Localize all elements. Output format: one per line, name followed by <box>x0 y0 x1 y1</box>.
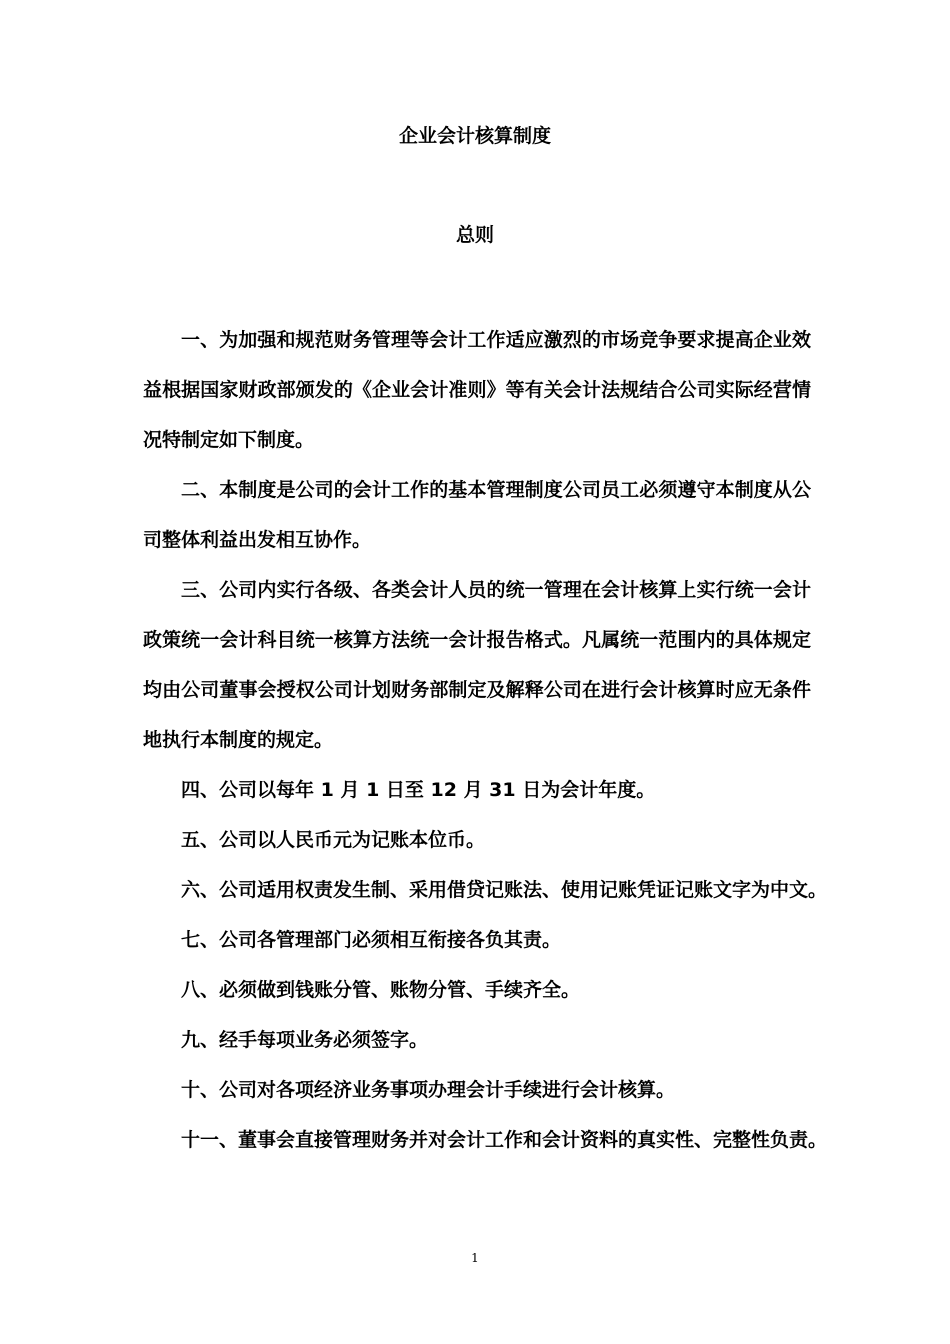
paragraph-11: 十一、董事会直接管理财务并对会计工作和会计资料的真实性、完整性负责。 <box>181 1129 828 1151</box>
paragraph-7: 七、公司各管理部门必须相互衔接各负其责。 <box>181 929 562 951</box>
paragraph-5: 五、公司以人民币元为记账本位币。 <box>181 829 486 851</box>
paragraph-9: 九、经手每项业务必须签字。 <box>181 1029 429 1051</box>
paragraph-8: 八、必须做到钱账分管、账物分管、手续齐全。 <box>181 979 581 1001</box>
paragraph-10: 十、公司对各项经济业务事项办理会计手续进行会计核算。 <box>181 1079 676 1101</box>
paragraph-1: 一、为加强和规范财务管理等会计工作适应激烈的市场竞争要求提高企业效益根据国家财政部颁发的《企业会计准则》等有关会计法规结合公司实际经营情况特制定如下制度。 <box>143 329 811 451</box>
section-title: 总则 <box>455 224 494 246</box>
paragraph-2: 二、本制度是公司的会计工作的基本管理制度公司员工必须遵守本制度从公司整体利益出发相互协作。 <box>143 479 811 551</box>
paragraph-3: 三、公司内实行各级、各类会计人员的统一管理在会计核算上实行统一会计政策统一会计科目统一核算方法统一会计报告格式。凡属统一范围内的具体规定均由公司董事会授权公司计划财务部制定及解释公司在进行会计核算时应无条件地执行本制度的规定。 <box>143 579 811 751</box>
paragraph-6: 六、公司适用权责发生制、采用借贷记账法、使用记账凭证记账文字为中文。 <box>181 879 828 901</box>
paragraph-4: 四、公司以每年 1 月 1 日至 12 月 31 日为会计年度。 <box>181 779 656 801</box>
page-number: 1 <box>471 1251 479 1265</box>
body-text <box>143 315 828 1165</box>
document-title: 企业会计核算制度 <box>398 125 551 147</box>
